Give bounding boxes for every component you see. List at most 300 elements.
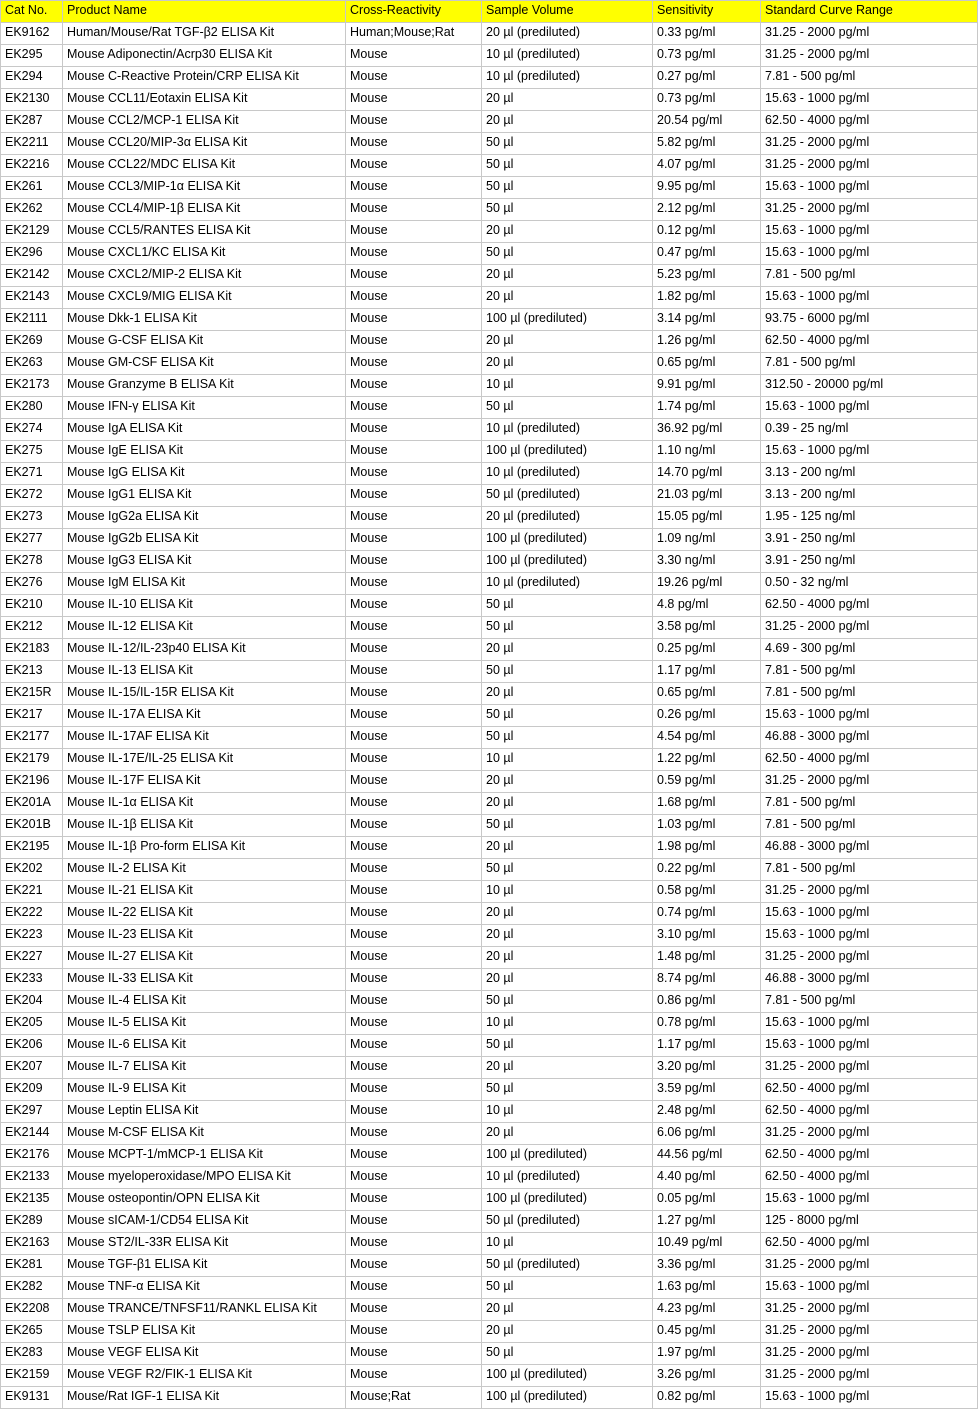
cell-cat-no: EK2129: [1, 221, 63, 243]
cell-cross-reactivity: Mouse: [346, 661, 482, 683]
cell-product-name: Mouse IL-6 ELISA Kit: [63, 1035, 346, 1057]
cell-sensitivity: 1.97 pg/ml: [653, 1343, 761, 1365]
cell-sample-volume: 20 µl: [482, 1299, 653, 1321]
table-row: [1, 1321, 978, 1343]
cell-sensitivity: 2.48 pg/ml: [653, 1101, 761, 1123]
cell-sensitivity: 8.74 pg/ml: [653, 969, 761, 991]
cell-standard-curve-range: 7.81 - 500 pg/ml: [761, 815, 978, 837]
cell-product-name: Mouse myeloperoxidase/MPO ELISA Kit: [63, 1167, 346, 1189]
cell-cat-no: EK206: [1, 1035, 63, 1057]
cell-sensitivity: 1.26 pg/ml: [653, 331, 761, 353]
cell-sensitivity: 0.73 pg/ml: [653, 45, 761, 67]
cell-product-name: Mouse IL-17F ELISA Kit: [63, 771, 346, 793]
cell-standard-curve-range: 62.50 - 4000 pg/ml: [761, 1167, 978, 1189]
cell-sample-volume: 50 µl: [482, 595, 653, 617]
cell-cat-no: EK221: [1, 881, 63, 903]
cell-sample-volume: 100 µl (prediluted): [482, 1387, 653, 1409]
cell-cat-no: EK2179: [1, 749, 63, 771]
cell-standard-curve-range: 31.25 - 2000 pg/ml: [761, 771, 978, 793]
cell-cross-reactivity: Mouse: [346, 89, 482, 111]
cell-sensitivity: 9.95 pg/ml: [653, 177, 761, 199]
cell-cross-reactivity: Mouse: [346, 1299, 482, 1321]
table-row: [1, 881, 978, 903]
cell-cat-no: EK2195: [1, 837, 63, 859]
cell-cat-no: EK2144: [1, 1123, 63, 1145]
cell-cat-no: EK283: [1, 1343, 63, 1365]
cell-sensitivity: 1.10 ng/ml: [653, 441, 761, 463]
table-row: [1, 683, 978, 705]
cell-cat-no: EK2111: [1, 309, 63, 331]
cell-standard-curve-range: 31.25 - 2000 pg/ml: [761, 881, 978, 903]
cell-sensitivity: 0.33 pg/ml: [653, 23, 761, 45]
cell-cross-reactivity: Mouse: [346, 1255, 482, 1277]
cell-standard-curve-range: 15.63 - 1000 pg/ml: [761, 287, 978, 309]
cell-standard-curve-range: 0.50 - 32 ng/ml: [761, 573, 978, 595]
cell-sample-volume: 10 µl: [482, 1013, 653, 1035]
cell-cat-no: EK274: [1, 419, 63, 441]
cell-cross-reactivity: Mouse: [346, 485, 482, 507]
table-row: [1, 199, 978, 221]
cell-product-name: Mouse IgG2a ELISA Kit: [63, 507, 346, 529]
cell-product-name: Mouse M-CSF ELISA Kit: [63, 1123, 346, 1145]
cell-cross-reactivity: Mouse: [346, 1079, 482, 1101]
cell-standard-curve-range: 15.63 - 1000 pg/ml: [761, 1035, 978, 1057]
cell-product-name: Mouse CCL20/MIP-3α ELISA Kit: [63, 133, 346, 155]
table-row: [1, 507, 978, 529]
table-row: [1, 133, 978, 155]
cell-cat-no: EK295: [1, 45, 63, 67]
cell-sensitivity: 3.10 pg/ml: [653, 925, 761, 947]
cell-sample-volume: 20 µl: [482, 969, 653, 991]
cell-sensitivity: 9.91 pg/ml: [653, 375, 761, 397]
cell-sample-volume: 20 µl: [482, 1123, 653, 1145]
table-row: [1, 309, 978, 331]
cell-cat-no: EK2143: [1, 287, 63, 309]
table-row: [1, 67, 978, 89]
cell-standard-curve-range: 62.50 - 4000 pg/ml: [761, 1101, 978, 1123]
cell-standard-curve-range: 125 - 8000 pg/ml: [761, 1211, 978, 1233]
cell-sensitivity: 3.26 pg/ml: [653, 1365, 761, 1387]
table-row: [1, 375, 978, 397]
cell-cat-no: EK262: [1, 199, 63, 221]
cell-standard-curve-range: 15.63 - 1000 pg/ml: [761, 1013, 978, 1035]
cell-product-name: Mouse IgE ELISA Kit: [63, 441, 346, 463]
cell-sensitivity: 4.8 pg/ml: [653, 595, 761, 617]
table-row: [1, 331, 978, 353]
cell-cross-reactivity: Mouse: [346, 551, 482, 573]
cell-standard-curve-range: 31.25 - 2000 pg/ml: [761, 155, 978, 177]
cell-sensitivity: 1.09 ng/ml: [653, 529, 761, 551]
cell-product-name: Mouse IgA ELISA Kit: [63, 419, 346, 441]
cell-cat-no: EK296: [1, 243, 63, 265]
cell-sample-volume: 10 µl: [482, 881, 653, 903]
table-row: [1, 1277, 978, 1299]
cell-cat-no: EK273: [1, 507, 63, 529]
cell-standard-curve-range: 62.50 - 4000 pg/ml: [761, 1233, 978, 1255]
cell-sample-volume: 50 µl (prediluted): [482, 485, 653, 507]
cell-product-name: Mouse osteopontin/OPN ELISA Kit: [63, 1189, 346, 1211]
cell-product-name: Mouse IgG1 ELISA Kit: [63, 485, 346, 507]
cell-cat-no: EK289: [1, 1211, 63, 1233]
cell-standard-curve-range: 62.50 - 4000 pg/ml: [761, 749, 978, 771]
cell-standard-curve-range: 15.63 - 1000 pg/ml: [761, 89, 978, 111]
cell-sample-volume: 50 µl: [482, 1079, 653, 1101]
table-row: [1, 1101, 978, 1123]
cell-cross-reactivity: Mouse: [346, 265, 482, 287]
cell-cat-no: EK280: [1, 397, 63, 419]
cell-standard-curve-range: 62.50 - 4000 pg/ml: [761, 1145, 978, 1167]
cell-product-name: Mouse IL-12 ELISA Kit: [63, 617, 346, 639]
cell-sample-volume: 50 µl: [482, 661, 653, 683]
cell-cat-no: EK2133: [1, 1167, 63, 1189]
cell-sample-volume: 10 µl (prediluted): [482, 45, 653, 67]
table-row: [1, 89, 978, 111]
cell-product-name: Mouse IL-23 ELISA Kit: [63, 925, 346, 947]
column-header-sample-volume: Sample Volume: [482, 1, 653, 23]
cell-sample-volume: 50 µl: [482, 1035, 653, 1057]
cell-cross-reactivity: Mouse: [346, 199, 482, 221]
table-row: [1, 485, 978, 507]
cell-cross-reactivity: Mouse: [346, 463, 482, 485]
cell-product-name: Mouse CCL3/MIP-1α ELISA Kit: [63, 177, 346, 199]
cell-sample-volume: 10 µl: [482, 1233, 653, 1255]
table-row: [1, 1211, 978, 1233]
table-row: [1, 1299, 978, 1321]
table-header: [1, 1, 978, 23]
cell-standard-curve-range: 15.63 - 1000 pg/ml: [761, 925, 978, 947]
cell-cat-no: EK278: [1, 551, 63, 573]
cell-sample-volume: 10 µl: [482, 749, 653, 771]
cell-standard-curve-range: 15.63 - 1000 pg/ml: [761, 705, 978, 727]
table-row: [1, 243, 978, 265]
cell-product-name: Mouse IFN-γ ELISA Kit: [63, 397, 346, 419]
table-row: [1, 419, 978, 441]
cell-standard-curve-range: 15.63 - 1000 pg/ml: [761, 1387, 978, 1409]
cell-product-name: Mouse ST2/IL-33R ELISA Kit: [63, 1233, 346, 1255]
cell-standard-curve-range: 62.50 - 4000 pg/ml: [761, 1079, 978, 1101]
cell-sensitivity: 3.20 pg/ml: [653, 1057, 761, 1079]
cell-sample-volume: 50 µl: [482, 859, 653, 881]
cell-sensitivity: 4.40 pg/ml: [653, 1167, 761, 1189]
cell-standard-curve-range: 62.50 - 4000 pg/ml: [761, 331, 978, 353]
cell-product-name: Mouse CCL11/Eotaxin ELISA Kit: [63, 89, 346, 111]
cell-product-name: Mouse IgM ELISA Kit: [63, 573, 346, 595]
table-row: [1, 1167, 978, 1189]
cell-cross-reactivity: Mouse: [346, 397, 482, 419]
cell-product-name: Mouse TNF-α ELISA Kit: [63, 1277, 346, 1299]
cell-cat-no: EK281: [1, 1255, 63, 1277]
cell-cross-reactivity: Mouse: [346, 947, 482, 969]
cell-standard-curve-range: 7.81 - 500 pg/ml: [761, 353, 978, 375]
cell-cross-reactivity: Mouse: [346, 1123, 482, 1145]
table-row: [1, 793, 978, 815]
cell-cat-no: EK261: [1, 177, 63, 199]
cell-standard-curve-range: 15.63 - 1000 pg/ml: [761, 397, 978, 419]
cell-standard-curve-range: 46.88 - 3000 pg/ml: [761, 837, 978, 859]
cell-cat-no: EK2177: [1, 727, 63, 749]
cell-product-name: Mouse VEGF ELISA Kit: [63, 1343, 346, 1365]
cell-product-name: Mouse IL-4 ELISA Kit: [63, 991, 346, 1013]
cell-cat-no: EK207: [1, 1057, 63, 1079]
table-row: [1, 463, 978, 485]
table-row: [1, 1189, 978, 1211]
cell-cross-reactivity: Mouse: [346, 353, 482, 375]
cell-product-name: Mouse CXCL9/MIG ELISA Kit: [63, 287, 346, 309]
cell-sensitivity: 0.05 pg/ml: [653, 1189, 761, 1211]
cell-product-name: Mouse sICAM-1/CD54 ELISA Kit: [63, 1211, 346, 1233]
cell-sample-volume: 20 µl: [482, 683, 653, 705]
cell-product-name: Mouse IL-7 ELISA Kit: [63, 1057, 346, 1079]
cell-sensitivity: 3.58 pg/ml: [653, 617, 761, 639]
cell-product-name: Mouse IL-1α ELISA Kit: [63, 793, 346, 815]
table-row: [1, 727, 978, 749]
table-row: [1, 353, 978, 375]
cell-product-name: Mouse IL-21 ELISA Kit: [63, 881, 346, 903]
column-header-standard-curve-range: Standard Curve Range: [761, 1, 978, 23]
cell-sensitivity: 1.82 pg/ml: [653, 287, 761, 309]
cell-standard-curve-range: 31.25 - 2000 pg/ml: [761, 1057, 978, 1079]
cell-product-name: Mouse IL-17A ELISA Kit: [63, 705, 346, 727]
table-row: [1, 23, 978, 45]
table-row: [1, 1365, 978, 1387]
cell-standard-curve-range: 15.63 - 1000 pg/ml: [761, 1189, 978, 1211]
cell-cross-reactivity: Mouse: [346, 177, 482, 199]
cell-standard-curve-range: 1.95 - 125 ng/ml: [761, 507, 978, 529]
cell-sample-volume: 20 µl: [482, 353, 653, 375]
cell-sample-volume: 50 µl: [482, 397, 653, 419]
cell-cross-reactivity: Mouse: [346, 1365, 482, 1387]
column-header-sensitivity: Sensitivity: [653, 1, 761, 23]
cell-sample-volume: 100 µl (prediluted): [482, 441, 653, 463]
cell-cat-no: EK2130: [1, 89, 63, 111]
table-row: [1, 551, 978, 573]
cell-sample-volume: 20 µl: [482, 793, 653, 815]
cell-standard-curve-range: 31.25 - 2000 pg/ml: [761, 1343, 978, 1365]
cell-standard-curve-range: 3.13 - 200 ng/ml: [761, 463, 978, 485]
cell-cat-no: EK269: [1, 331, 63, 353]
cell-sensitivity: 1.63 pg/ml: [653, 1277, 761, 1299]
cell-cross-reactivity: Mouse: [346, 529, 482, 551]
cell-standard-curve-range: 3.91 - 250 ng/ml: [761, 529, 978, 551]
cell-sensitivity: 0.59 pg/ml: [653, 771, 761, 793]
cell-sample-volume: 50 µl: [482, 177, 653, 199]
cell-sample-volume: 20 µl: [482, 265, 653, 287]
cell-cross-reactivity: Mouse: [346, 1013, 482, 1035]
cell-standard-curve-range: 3.91 - 250 ng/ml: [761, 551, 978, 573]
cell-cross-reactivity: Mouse: [346, 859, 482, 881]
table-row: [1, 1233, 978, 1255]
table-row: [1, 925, 978, 947]
cell-sensitivity: 0.27 pg/ml: [653, 67, 761, 89]
table-row: [1, 947, 978, 969]
cell-cross-reactivity: Mouse: [346, 375, 482, 397]
cell-sample-volume: 20 µl: [482, 331, 653, 353]
table-row: [1, 771, 978, 793]
cell-standard-curve-range: 15.63 - 1000 pg/ml: [761, 903, 978, 925]
cell-cross-reactivity: Mouse: [346, 749, 482, 771]
cell-standard-curve-range: 3.13 - 200 ng/ml: [761, 485, 978, 507]
cell-product-name: Mouse/Rat IGF-1 ELISA Kit: [63, 1387, 346, 1409]
table-row: [1, 529, 978, 551]
cell-sensitivity: 0.22 pg/ml: [653, 859, 761, 881]
cell-cat-no: EK271: [1, 463, 63, 485]
cell-cross-reactivity: Mouse: [346, 133, 482, 155]
cell-sensitivity: 0.26 pg/ml: [653, 705, 761, 727]
cell-cross-reactivity: Mouse: [346, 705, 482, 727]
cell-product-name: Mouse IL-5 ELISA Kit: [63, 1013, 346, 1035]
cell-standard-curve-range: 31.25 - 2000 pg/ml: [761, 617, 978, 639]
cell-sample-volume: 50 µl (prediluted): [482, 1255, 653, 1277]
cell-standard-curve-range: 7.81 - 500 pg/ml: [761, 265, 978, 287]
cell-standard-curve-range: 15.63 - 1000 pg/ml: [761, 243, 978, 265]
cell-cat-no: EK2135: [1, 1189, 63, 1211]
cell-sample-volume: 20 µl: [482, 639, 653, 661]
cell-cross-reactivity: Mouse: [346, 1343, 482, 1365]
cell-product-name: Mouse IL-9 ELISA Kit: [63, 1079, 346, 1101]
cell-standard-curve-range: 46.88 - 3000 pg/ml: [761, 969, 978, 991]
table-row: [1, 595, 978, 617]
cell-sensitivity: 5.82 pg/ml: [653, 133, 761, 155]
cell-product-name: Mouse CXCL1/KC ELISA Kit: [63, 243, 346, 265]
table-row: [1, 573, 978, 595]
cell-product-name: Human/Mouse/Rat TGF-β2 ELISA Kit: [63, 23, 346, 45]
cell-standard-curve-range: 7.81 - 500 pg/ml: [761, 661, 978, 683]
cell-cat-no: EK215R: [1, 683, 63, 705]
table-row: [1, 155, 978, 177]
cell-cross-reactivity: Mouse: [346, 727, 482, 749]
cell-product-name: Mouse CCL5/RANTES ELISA Kit: [63, 221, 346, 243]
cell-cat-no: EK201A: [1, 793, 63, 815]
cell-sample-volume: 50 µl: [482, 617, 653, 639]
cell-product-name: Mouse GM-CSF ELISA Kit: [63, 353, 346, 375]
cell-cross-reactivity: Mouse: [346, 1189, 482, 1211]
cell-cross-reactivity: Mouse: [346, 1211, 482, 1233]
cell-sample-volume: 10 µl (prediluted): [482, 573, 653, 595]
cell-sensitivity: 1.22 pg/ml: [653, 749, 761, 771]
cell-standard-curve-range: 93.75 - 6000 pg/ml: [761, 309, 978, 331]
cell-cross-reactivity: Mouse: [346, 881, 482, 903]
cell-cross-reactivity: Mouse: [346, 1057, 482, 1079]
cell-product-name: Mouse TGF-β1 ELISA Kit: [63, 1255, 346, 1277]
cell-sensitivity: 4.23 pg/ml: [653, 1299, 761, 1321]
cell-sample-volume: 50 µl: [482, 133, 653, 155]
table-row: [1, 837, 978, 859]
cell-sample-volume: 100 µl (prediluted): [482, 1145, 653, 1167]
cell-product-name: Mouse IL-15/IL-15R ELISA Kit: [63, 683, 346, 705]
cell-cat-no: EK210: [1, 595, 63, 617]
cell-sample-volume: 20 µl: [482, 1057, 653, 1079]
cell-cross-reactivity: Mouse: [346, 419, 482, 441]
cell-product-name: Mouse C-Reactive Protein/CRP ELISA Kit: [63, 67, 346, 89]
cell-cross-reactivity: Mouse: [346, 441, 482, 463]
cell-sensitivity: 0.25 pg/ml: [653, 639, 761, 661]
cell-cat-no: EK223: [1, 925, 63, 947]
cell-product-name: Mouse VEGF R2/FIK-1 ELISA Kit: [63, 1365, 346, 1387]
cell-sample-volume: 20 µl: [482, 111, 653, 133]
cell-sensitivity: 3.59 pg/ml: [653, 1079, 761, 1101]
cell-standard-curve-range: 7.81 - 500 pg/ml: [761, 859, 978, 881]
cell-cat-no: EK282: [1, 1277, 63, 1299]
cell-cat-no: EK297: [1, 1101, 63, 1123]
cell-cat-no: EK222: [1, 903, 63, 925]
cell-standard-curve-range: 4.69 - 300 pg/ml: [761, 639, 978, 661]
column-header-cross-reactivity: Cross-Reactivity: [346, 1, 482, 23]
cell-product-name: Mouse IL-17AF ELISA Kit: [63, 727, 346, 749]
cell-sensitivity: 1.03 pg/ml: [653, 815, 761, 837]
cell-sensitivity: 44.56 pg/ml: [653, 1145, 761, 1167]
table-row: [1, 1123, 978, 1145]
cell-sensitivity: 1.74 pg/ml: [653, 397, 761, 419]
cell-sensitivity: 2.12 pg/ml: [653, 199, 761, 221]
cell-sample-volume: 10 µl: [482, 375, 653, 397]
cell-sensitivity: 0.78 pg/ml: [653, 1013, 761, 1035]
cell-cross-reactivity: Mouse: [346, 639, 482, 661]
column-header-product-name: Product Name: [63, 1, 346, 23]
cell-cat-no: EK217: [1, 705, 63, 727]
cell-sample-volume: 50 µl: [482, 199, 653, 221]
cell-cat-no: EK209: [1, 1079, 63, 1101]
cell-product-name: Mouse IL-1β ELISA Kit: [63, 815, 346, 837]
cell-standard-curve-range: 31.25 - 2000 pg/ml: [761, 947, 978, 969]
cell-cat-no: EK275: [1, 441, 63, 463]
cell-standard-curve-range: 31.25 - 2000 pg/ml: [761, 1299, 978, 1321]
cell-standard-curve-range: 7.81 - 500 pg/ml: [761, 991, 978, 1013]
table-row: [1, 1079, 978, 1101]
table-row: [1, 441, 978, 463]
cell-cat-no: EK2196: [1, 771, 63, 793]
cell-cross-reactivity: Mouse: [346, 793, 482, 815]
cell-sample-volume: 100 µl (prediluted): [482, 309, 653, 331]
cell-product-name: Mouse IL-33 ELISA Kit: [63, 969, 346, 991]
cell-sensitivity: 0.74 pg/ml: [653, 903, 761, 925]
cell-standard-curve-range: 7.81 - 500 pg/ml: [761, 793, 978, 815]
cell-sample-volume: 20 µl (prediluted): [482, 507, 653, 529]
cell-cat-no: EK277: [1, 529, 63, 551]
cell-cat-no: EK265: [1, 1321, 63, 1343]
cell-cross-reactivity: Mouse: [346, 903, 482, 925]
cell-cross-reactivity: Mouse: [346, 45, 482, 67]
table-row: [1, 661, 978, 683]
cell-cat-no: EK212: [1, 617, 63, 639]
table-row: [1, 177, 978, 199]
cell-cat-no: EK2163: [1, 1233, 63, 1255]
cell-sample-volume: 100 µl (prediluted): [482, 1365, 653, 1387]
cell-sample-volume: 20 µl (prediluted): [482, 23, 653, 45]
cell-cross-reactivity: Mouse;Rat: [346, 1387, 482, 1409]
cell-product-name: Mouse IL-17E/IL-25 ELISA Kit: [63, 749, 346, 771]
cell-sensitivity: 4.54 pg/ml: [653, 727, 761, 749]
table-row: [1, 111, 978, 133]
cell-cat-no: EK2183: [1, 639, 63, 661]
table-row: [1, 639, 978, 661]
table-row: [1, 749, 978, 771]
cell-product-name: Mouse IL-1β Pro-form ELISA Kit: [63, 837, 346, 859]
cell-sample-volume: 100 µl (prediluted): [482, 529, 653, 551]
cell-cat-no: EK2211: [1, 133, 63, 155]
table-header-row: [1, 1, 978, 23]
cell-cat-no: EK263: [1, 353, 63, 375]
cell-cross-reactivity: Mouse: [346, 331, 482, 353]
cell-sample-volume: 20 µl: [482, 925, 653, 947]
table-row: [1, 1387, 978, 1409]
cell-cross-reactivity: Mouse: [346, 287, 482, 309]
cell-sensitivity: 19.26 pg/ml: [653, 573, 761, 595]
table-row: [1, 1145, 978, 1167]
table-row: [1, 815, 978, 837]
cell-cross-reactivity: Mouse: [346, 1145, 482, 1167]
table-row: [1, 45, 978, 67]
cell-sensitivity: 10.49 pg/ml: [653, 1233, 761, 1255]
